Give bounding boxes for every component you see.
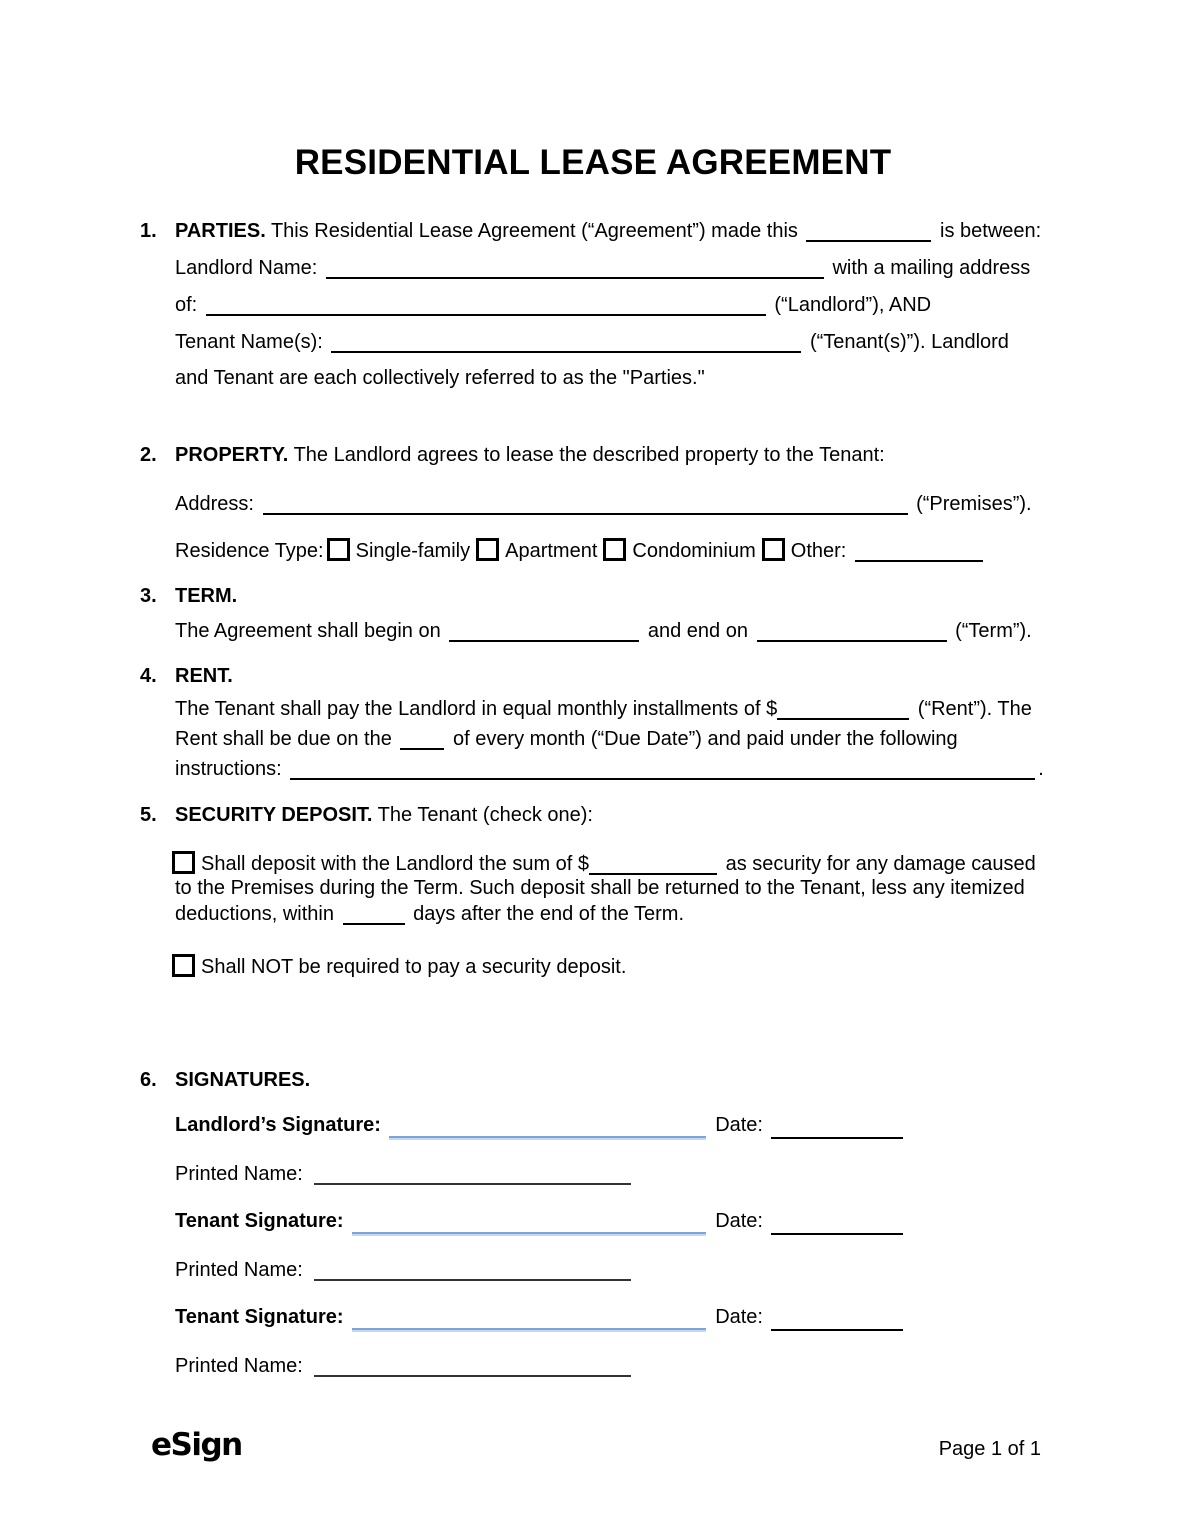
tenant1-signature-label: Tenant Signature: xyxy=(175,1210,344,1232)
instructions-label: instructions: xyxy=(175,758,282,780)
tenant1-date-label: Date: xyxy=(715,1210,763,1232)
tenant1-signature-line[interactable] xyxy=(352,1215,707,1235)
tenant2-signature-row xyxy=(175,1305,903,1331)
parties-line-2 xyxy=(175,255,1030,280)
checkbox-no-deposit[interactable] xyxy=(172,954,195,977)
rent-line-1 xyxy=(175,696,1032,721)
deposit-option1-text-d: deductions, within xyxy=(175,903,334,925)
checkbox-shall-deposit[interactable] xyxy=(172,851,195,874)
signatures-number: 6. xyxy=(140,1069,157,1091)
deposit-option1-line-1 xyxy=(172,851,1036,876)
deposit-option2-line xyxy=(172,954,626,979)
landlord-signature-line[interactable] xyxy=(389,1119,706,1139)
parties-intro-text: This Residential Lease Agreement (“Agreement”) made this xyxy=(270,220,798,242)
tenant2-signature-line[interactable] xyxy=(352,1311,707,1331)
deposit-heading-line xyxy=(140,803,593,827)
rent-due-suffix-text: of every month (“Due Date”) and paid under the following xyxy=(452,728,958,750)
other-residence-blank[interactable] xyxy=(855,538,983,562)
payment-instructions-blank[interactable] xyxy=(290,756,1035,780)
landlord-name-label: Landlord Name: xyxy=(175,257,318,279)
tenant2-printed-name-label: Printed Name: xyxy=(175,1355,303,1377)
tenant2-printed-name-line[interactable] xyxy=(314,1353,631,1377)
deposit-option1-text-e: days after the end of the Term. xyxy=(413,903,685,925)
deposit-heading: SECURITY DEPOSIT. xyxy=(175,804,373,826)
rent-due-day-blank[interactable] xyxy=(400,726,444,750)
signatures-heading-line xyxy=(140,1068,310,1092)
landlord-signature-label: Landlord’s Signature: xyxy=(175,1114,381,1136)
tenant1-signature-row xyxy=(175,1209,903,1235)
rent-amount-blank[interactable] xyxy=(777,696,909,720)
checkbox-other[interactable] xyxy=(762,538,785,561)
deposit-option1-text-b: as security for any damage caused xyxy=(725,853,1036,875)
parties-line-1 xyxy=(140,218,1041,243)
property-address-line xyxy=(175,491,1032,516)
tenant1-printed-name-line[interactable] xyxy=(314,1257,631,1281)
apartment-label: Apartment xyxy=(505,540,598,562)
tenant-names-blank[interactable] xyxy=(331,329,801,353)
term-end-date-blank[interactable] xyxy=(757,618,947,642)
tenant2-printed-name-row xyxy=(175,1353,631,1378)
tenant2-date-label: Date: xyxy=(715,1306,763,1328)
rent-suffix-text: (“Rent”). The xyxy=(917,698,1032,720)
of-label: of: xyxy=(175,294,198,316)
tenant-names-label: Tenant Name(s): xyxy=(175,331,323,353)
term-heading: TERM. xyxy=(175,585,238,607)
term-heading-line xyxy=(140,584,237,608)
deposit-days-blank[interactable] xyxy=(343,901,405,925)
residence-type-line xyxy=(175,538,986,563)
esign-logo: eSign xyxy=(151,1427,242,1463)
landlord-signature-row xyxy=(175,1113,903,1139)
landlord-name-blank[interactable] xyxy=(326,255,824,279)
parties-line-4 xyxy=(175,329,1009,354)
mailing-address-text: with a mailing address xyxy=(832,257,1031,279)
property-heading: PROPERTY. xyxy=(175,444,289,466)
rent-heading-line xyxy=(140,664,233,688)
tenant1-date-line[interactable] xyxy=(771,1213,903,1235)
checkbox-apartment[interactable] xyxy=(476,538,499,561)
deposit-sum-blank[interactable] xyxy=(589,851,717,875)
landlord-address-blank[interactable] xyxy=(206,292,766,316)
property-heading-line xyxy=(140,443,885,467)
parties-number: 1. xyxy=(140,220,157,242)
deposit-number: 5. xyxy=(140,804,157,826)
tenant-suffix-text: (“Tenant(s)”). Landlord xyxy=(809,331,1009,353)
condominium-label: Condominium xyxy=(632,540,756,562)
rent-line-3 xyxy=(175,756,1044,781)
landlord-printed-name-label: Printed Name: xyxy=(175,1163,303,1185)
parties-line-5 xyxy=(175,366,705,390)
tenant1-printed-name-row xyxy=(175,1257,631,1282)
other-label: Other: xyxy=(790,540,847,562)
deposit-option1-line-2 xyxy=(175,876,1025,900)
rent-number: 4. xyxy=(140,665,157,687)
deposit-option2-text: Shall NOT be required to pay a security deposit. xyxy=(201,956,627,978)
residence-type-label: Residence Type: xyxy=(175,540,324,562)
term-start-date-blank[interactable] xyxy=(449,618,639,642)
tenant2-date-line[interactable] xyxy=(771,1309,903,1331)
premises-text: (“Premises”). xyxy=(916,493,1032,515)
rent-heading: RENT. xyxy=(175,665,233,687)
parties-closing-text: and Tenant are each collectively referred to as the "Parties." xyxy=(175,367,705,389)
checkbox-single-family[interactable] xyxy=(327,538,350,561)
instructions-period: . xyxy=(1038,758,1044,780)
deposit-option1-line-3 xyxy=(175,901,684,926)
deposit-option1-text-c: to the Premises during the Term. Such deposit shall be returned to the Tenant, less any itemized xyxy=(175,877,1025,899)
deposit-option1-text-a: Shall deposit with the Landlord the sum of $ xyxy=(201,853,590,875)
term-begin-text: The Agreement shall begin on xyxy=(175,620,441,642)
landlord-date-label: Date: xyxy=(715,1114,763,1136)
signatures-heading: SIGNATURES. xyxy=(175,1069,311,1091)
term-suffix-text: (“Term”). xyxy=(955,620,1032,642)
page-number: Page 1 of 1 xyxy=(938,1438,1041,1460)
landlord-printed-name-row xyxy=(175,1161,631,1186)
property-intro-text: The Landlord agrees to lease the described property to the Tenant: xyxy=(293,444,885,466)
term-line xyxy=(175,618,1032,643)
landlord-and-text: (“Landlord”), AND xyxy=(774,294,932,316)
landlord-date-line[interactable] xyxy=(771,1117,903,1139)
rent-due-text: Rent shall be due on the xyxy=(175,728,392,750)
landlord-printed-name-line[interactable] xyxy=(314,1161,631,1185)
property-address-blank[interactable] xyxy=(263,491,908,515)
page-title: RESIDENTIAL LEASE AGREEMENT xyxy=(294,143,892,182)
rent-amount-text: The Tenant shall pay the Landlord in equal monthly installments of $ xyxy=(175,698,778,720)
tenant2-signature-label: Tenant Signature: xyxy=(175,1306,344,1328)
parties-is-between-text: is between: xyxy=(940,220,1042,242)
term-number: 3. xyxy=(140,585,157,607)
term-end-text: and end on xyxy=(647,620,748,642)
parties-heading: PARTIES. xyxy=(175,220,266,242)
rent-line-2 xyxy=(175,726,958,751)
tenant1-printed-name-label: Printed Name: xyxy=(175,1259,303,1281)
property-number: 2. xyxy=(140,444,157,466)
agreement-date-blank[interactable] xyxy=(806,218,931,242)
checkbox-condominium[interactable] xyxy=(603,538,626,561)
deposit-intro-text: The Tenant (check one): xyxy=(377,804,593,826)
address-label: Address: xyxy=(175,493,254,515)
single-family-label: Single-family xyxy=(355,540,471,562)
parties-line-3 xyxy=(175,292,931,317)
